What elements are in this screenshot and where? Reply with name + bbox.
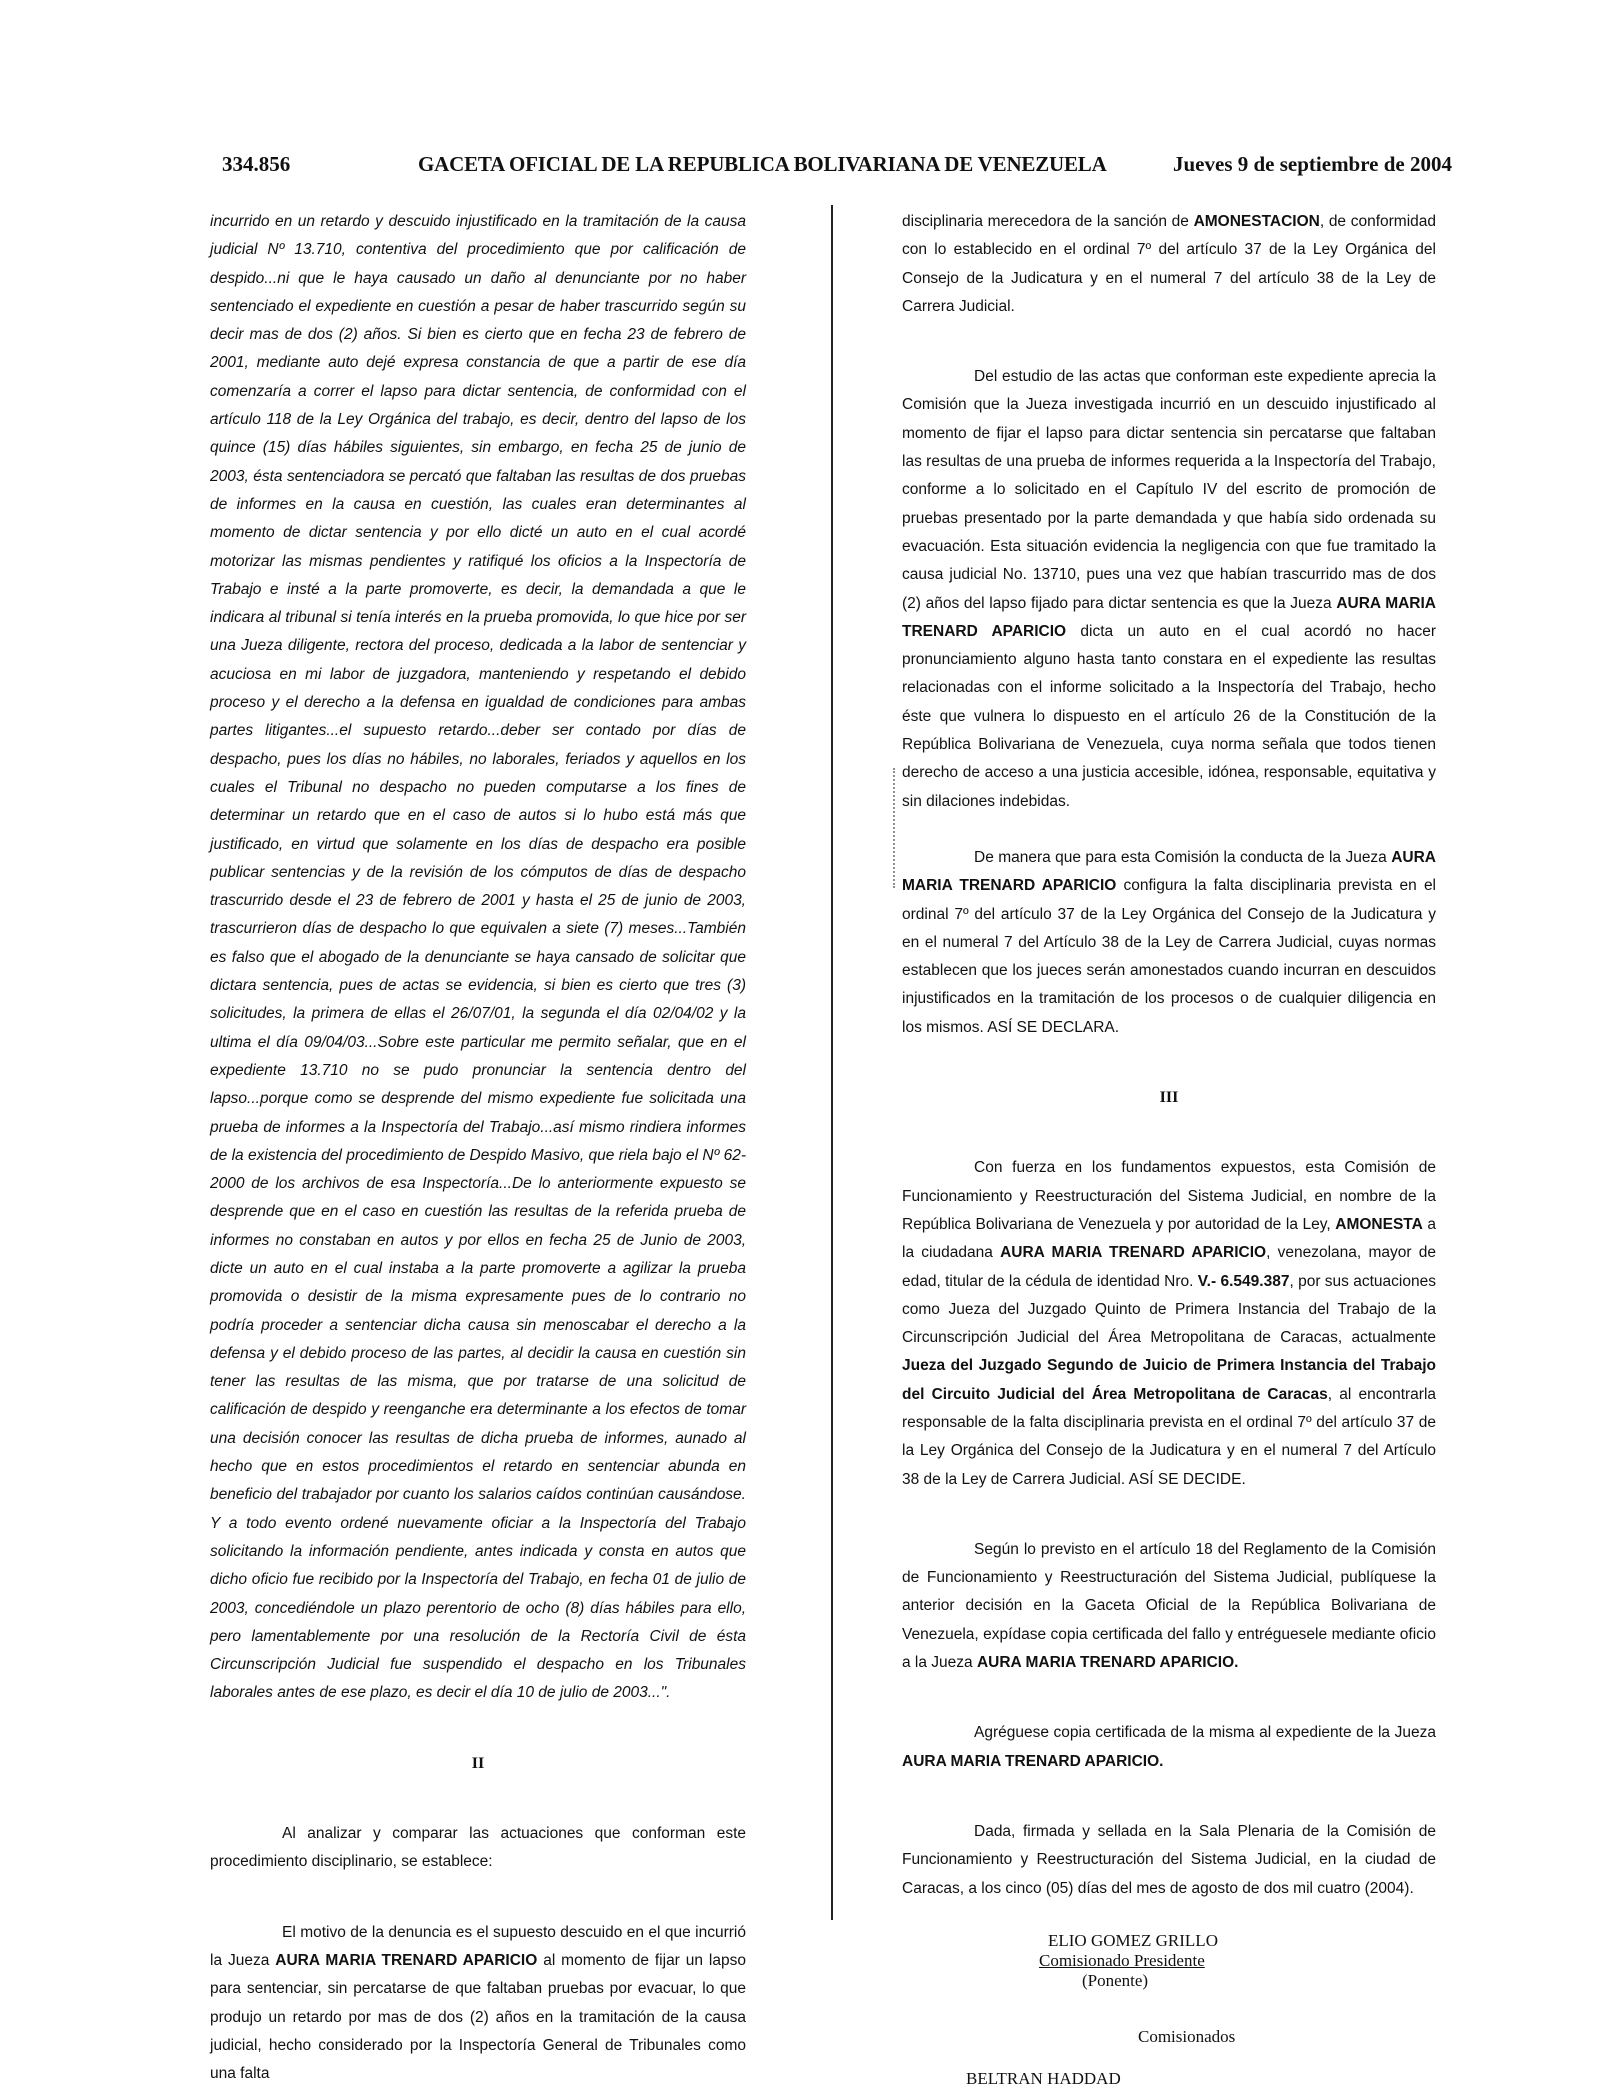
spacer [210,1778,746,1820]
paragraph-analizar: Al analizar y comparar las actuaciones que conforman este procedimiento disciplinario, se establece: [210,1825,746,1871]
spacer [902,1112,1436,1154]
sanction-label: AMONESTACION [1193,213,1320,230]
column-divider [831,205,833,1920]
amonesta-label: AMONESTA [1335,1215,1423,1233]
spacer [902,1494,1436,1536]
judge-name: AURA MARIA TRENARD APARICIO [902,848,1436,895]
text-run: Con fuerza en los fundamentos expuestos, esta Comisión de Funcionamiento y Reestructuración del Sistema Judicial, en nombre de la República Bolivariana de Venezuela y por autoridad de la Ley, [902,1159,1436,1233]
paragraph-estudio [902,363,1436,816]
page-number: 334.856 [222,152,291,176]
text-run: De manera que para esta Comisión la conducta de la Jueza [974,848,1392,866]
judge-name: AURA MARIA TRENARD APARICIO [1000,1244,1267,1262]
text-run: , venezolana, mayor de edad, titular de la cédula de identidad Nro. [902,1244,1437,1290]
section-heading-ii: II [471,1754,485,1772]
paragraph-continuation [902,208,1436,321]
spacer [902,321,1436,363]
text-run: , por sus actuaciones como Jueza del Juzgado Quinto de Primera Instancia del Trabajo de la Circunscripción Judicial del Área Metropolitana de Caracas, actualmente [902,1272,1436,1347]
spacer [902,1042,1436,1084]
spacer [902,1903,1436,1931]
text-run: , de conformidad con lo establecido en el ordinal 7º del artículo 37 de la Ley Orgánica del Consejo de la Judicatura y en el numeral 7 del artículo 38 de la Ley de Carrera Judicial. [902,213,1436,315]
id-number: V.- 6.549.387 [1197,1272,1290,1290]
text-run: El motivo de la denuncia es el supuesto descuido en el que incurrió la Jueza [210,1923,746,1969]
text-run: , al encontrarla responsable de la falta disciplinaria prevista en el ordinal 7º del artículo 37 de la Ley Orgánica del Consejo de la Judicatura y en el numeral 7 del Artículo 38 de la Ley de Carrera Judicial. [902,1385,1437,1488]
quoted-statement: incurrido en un retardo y descuido injustificado en la tramitación de la causa judicial Nº 13.710, contentiva del procedimiento que por calificación de despido...ni que le haya causado un daño al denunciante por no haber sentenciado el expediente en cuestión a pesar de haber trascurrido según su decir mas de dos (2) años. Si bien es cierto que en fecha 23 de febrero de 2001, mediante auto dejé expresa constancia de que a partir de ese día comenzaría a correr el lapso para dictar sentencia, de conformidad con el artículo 118 de la Ley Orgánica del trabajo, es decir, dentro del lapso de los quince (15) días hábiles siguientes, sin embargo, en fecha 25 de junio de 2003, ésta sentenciadora se percató que faltaban las resultas de dos pruebas de informes en la causa en cuestión, las cuales eran determinantes al momento de dictar sentencia y por ello dicté un auto en el cual acordé motorizar las mismas pendientes y ratifiqué los oficios a la Inspectoría de Trabajo e insté a la parte promoverte, es decir, la demandada a que le indicara al tribunal si tenía interés en la prueba promovida, lo que hice por ser una Jueza diligente, rectora del proceso, dedicada a la labor de sentenciar y acuciosa en mi labor de juzgadora, manteniendo y respetando el debido proceso y el derecho a la defensa en igualdad de condiciones para ambas partes litigantes...el supuesto retardo...deber ser contado por días de despacho, pues los días no hábiles, no laborales, feriados y aquellos en los cuales el Tribunal no despacho no pueden computarse a los fines de determinar un retardo que en el caso de autos si lo hubo está más que justificado, en virtud que solamente en los días de despacho era posible publicar sentencias y de la revisión de los cómputos de días de despacho trascurrido desde el 23 de febrero de 2001 y hasta el 25 de junio de 2003, trascurrieron días de despacho lo que equivalen a siete (7) meses...También es falso que el abogado de la denunciante se haya cansado de solicitar que dictara sentencia, pues de actas se evidencia, si bien es cierto que tres (3) solicitudes, la primera de ellas el 26/07/01, la segunda el día 02/04/02 y la ultima el día 09/04/03...Sobre este particular me permito señalar, que en el expediente 13.710 no se pudo pronunciar la sentencia dentro del lapso...porque como se desprende del mismo expediente fue solicitada una prueba de informes a la Inspectoría del Trabajo...así mismo rindiera informes de la existencia del procedimiento de Despido Masivo, que riela bajo el Nº 62-2000 de los archivos de esa Inspectoría...De lo anteriormente expuesto se desprende que en el caso en cuestión las resultas de la referida prueba de informes no constaban en autos y por ellos en fecha 25 de Junio de 2003, dicte un auto en el cual instaba a la parte promoverte a agilizar la prueba promovida o desistir de la misma expresamente pues de lo contrario no podría proceder a sentenciar dicha causa sin menoscabar el derecho a la defensa y el debido proceso de las partes, al decidir la causa en cuestión sin tener las resultas de las misma, que por tratarse de una solicitud de calificación de despido y reenganche era determinante a los efectos de tomar una decisión conocer las resultas de dicha prueba de informes, aunado al hecho que en estos procedimientos el retardo en sentenciar abunda en beneficio del trabajador por cuanto los salarios caídos continúan causándose. Y a todo evento ordené nuevamente oficiar a la Inspectoría del Trabajo solicitando la información pendiente, antes indicada y consta en autos que dicho oficio fue recibido por la Inspectoría del Trabajo, en fecha 01 de julio de 2003, concediéndole un plazo perentorio de ocho (8) días hábiles para ello, pero lamentablemente por una resolución de la Rectoría Civil de ésta Circunscripción Judicial fue suspendido el despacho en los Tribunales laborales antes de ese plazo, es decir el día 10 de julio de 2003...". [210,213,746,1702]
judge-name: AURA MARIA TRENARD APARICIO. [976,1654,1239,1672]
text-run: a la ciudadana [902,1215,1436,1262]
text-run: al momento de fijar un lapso para sentenciar, sin percatarse de que faltaban pruebas por evacuar, lo que produjo un retardo por mas de dos (2) años en la tramitación de la causa judicial, hecho considerado por la Inspectoría General de Tribunales como una falta [210,1951,746,2083]
section-heading-iii: III [1159,1089,1179,1107]
spacer [210,1877,746,1919]
paragraph-segun [902,1536,1436,1677]
issue-date: Jueves 9 de septiembre de 2004 [1173,152,1452,176]
paragraph-manera [902,844,1436,1042]
judge-name: AURA MARIA TRENARD APARICIO [902,594,1436,640]
signer-ponente: (Ponente) [1082,1970,1149,1990]
judge-name: AURA MARIA TRENARD APARICIO [275,1951,538,1969]
text-run: Del estudio de las actas que conforman este expediente aprecia la Comisión que la Jueza investigada incurrió en un descuido injustificado al momento de fijar el lapso para dictar sentencia sin percatarse que faltaban las resultas de una prueba de informes requerida a la Inspectoría del Trabajo, conforme a lo solicitado en el Capítulo IV del escrito de promoción de pruebas presentado por la parte demandada y que había sido ordenada su evacuación. Esta situación evidencia la negligencia con que fue tramitado la causa judicial No. 13710, pues una vez que habían trascurrido mas de dos (2) años del lapso fijado para dictar sentencia es que la Jueza [902,368,1436,612]
text-run: disciplinaria merecedora de la sanción de [902,213,1194,230]
text-run: dicta un auto en el cual acordó no hacer pronunciamiento alguno hasta tanto constara en el expediente las resultas relacionadas con el informe solicitado a la Inspectoría del Trabajo, hecho éste que vulnera lo dispuesto en el artículo 26 de la Constitución de la República Bolivariana de Venezuela, cuya norma señala que todos tienen derecho de acceso a una justicia accesible, idónea, responsable, equitativa y sin dilaciones indebidas. [902,622,1436,810]
page-header [222,152,1452,182]
right-column [902,208,1436,2089]
paragraph-agreguese [902,1719,1436,1776]
text-run: Agréguese copia certificada de la misma al expediente de la Jueza [974,1724,1436,1742]
text-run: configura la falta disciplinaria prevista en el ordinal 7º del artículo 37 de la Ley Orgánica del Consejo de la Judicatura y en el numeral 7 del Artículo 38 de la Ley de Carrera Judicial, cuyas normas establecen que los jueces serán amonestados cuando incurran en descuidos injustificados en la tramitación de los procesos o de cualquier diligencia en los mismos. [902,877,1437,1036]
commissioner-name: BELTRAN HADDAD [966,2068,1121,2088]
paragraph-dada: Dada, firmada y sellada en la Sala Plenaria de la Comisión de Funcionamiento y Reestructuración del Sistema Judicial, en la ciudad de Caracas, a los cinco (05) días del mes de agosto de dos mil cuatro (2004). [902,1822,1436,1897]
paragraph-motivo [210,1919,746,2089]
paragraph-fuerza [902,1154,1436,1494]
spacer [902,816,1436,844]
left-column [210,208,746,2088]
spacer [902,1776,1436,1818]
judge-name: AURA MARIA TRENARD APARICIO. [902,1752,1164,1770]
commissioners-label: Comisionados [1138,2026,1236,2046]
gazette-title: GACETA OFICIAL DE LA REPUBLICA BOLIVARIANA DE VENEZUELA [418,152,1107,176]
decision: ASÍ SE DECIDE. [1128,1470,1246,1488]
spacer [902,1677,1436,1719]
court-name: Jueza del Juzgado Segundo de Juicio de Primera Instancia del Trabajo del Circuito Judicial del Área Metropolitana de Caracas [902,1357,1436,1403]
declaration: ASÍ SE DECLARA. [987,1018,1120,1036]
signer-name: ELIO GOMEZ GRILLO [1048,1930,1218,1950]
signer-role: Comisionado Presidente [1039,1950,1205,1970]
text-run: Según lo previsto en el artículo 18 del Reglamento de la Comisión de Funcionamiento y Reestructuración del Sistema Judicial, publíquese la anterior decisión en la Gaceta Oficial de la República Bolivariana de Venezuela, expídase copia certificada del fallo y entréguesele mediante oficio a la Jueza [902,1540,1436,1672]
spacer [210,1708,746,1750]
signature-block [902,1931,1436,2089]
